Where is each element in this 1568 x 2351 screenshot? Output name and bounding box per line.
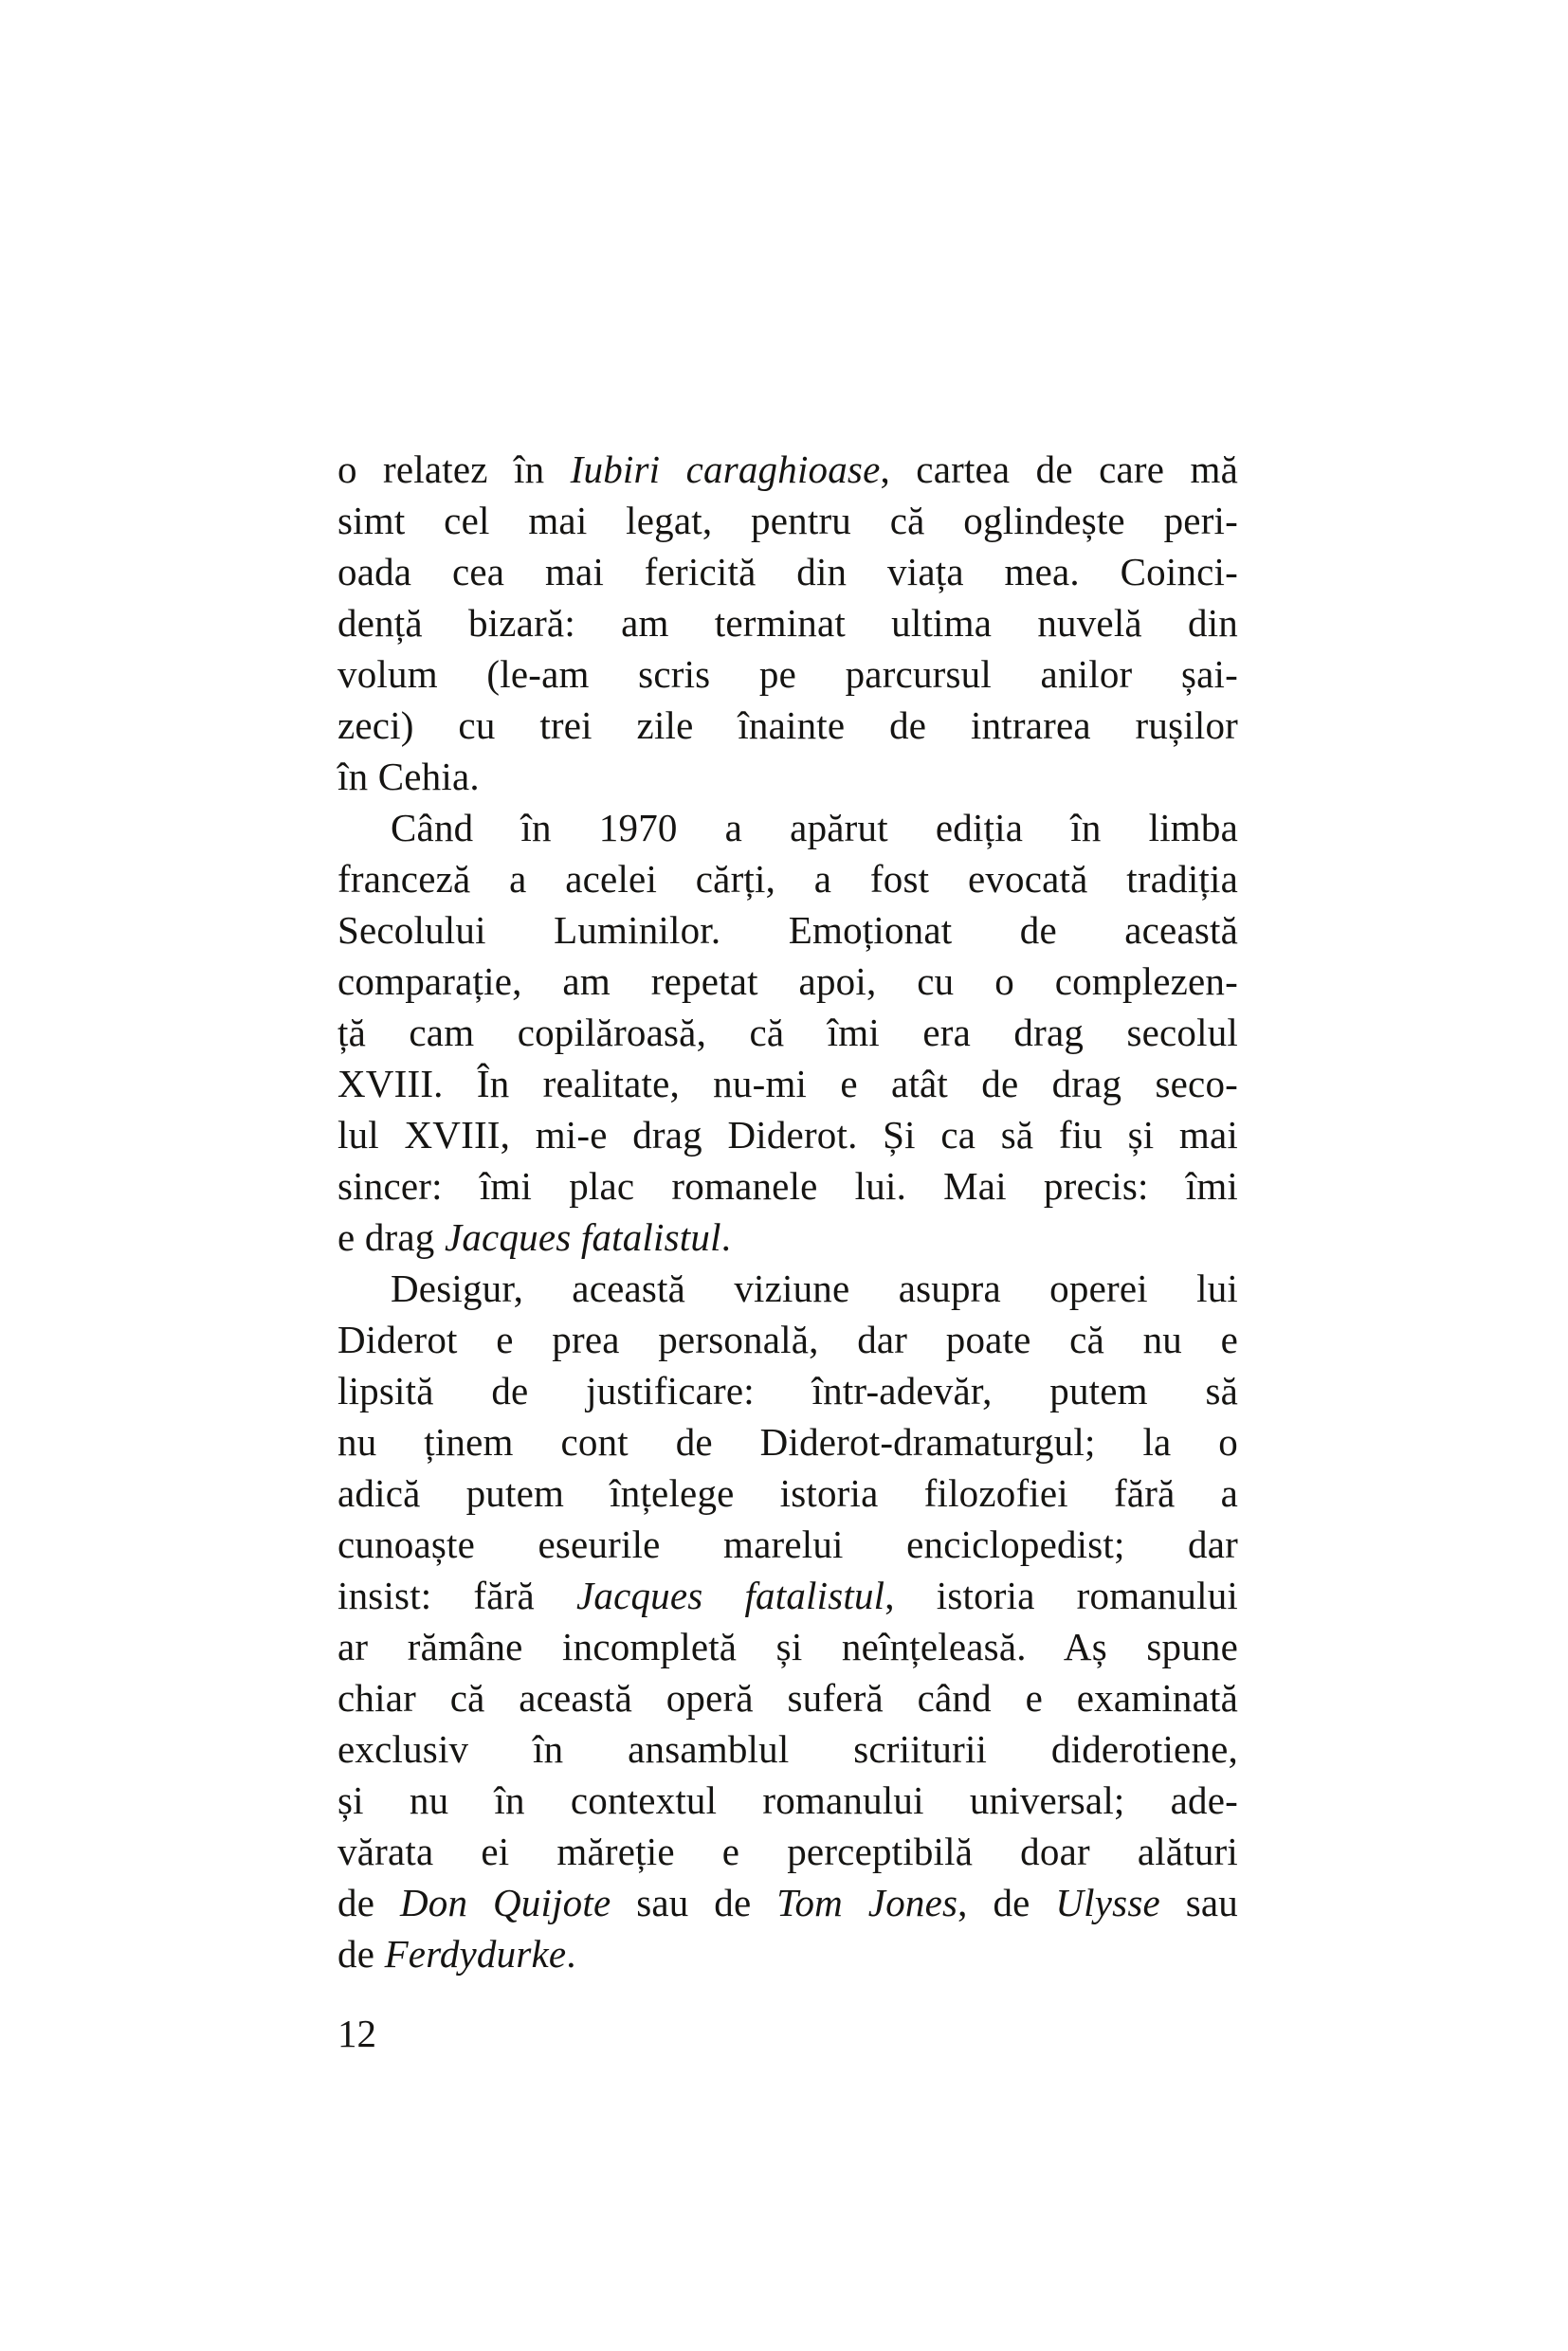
body-text: e drag xyxy=(337,1215,445,1259)
body-text: volum (le-am scris pe parcursul anilor șai- xyxy=(337,652,1238,696)
body-text: lul XVIII, mi-e drag Diderot. Și ca să fiu și mai xyxy=(337,1113,1238,1157)
body-text: chiar că această operă suferă când e examinată xyxy=(337,1676,1238,1720)
text-line xyxy=(337,1212,1238,1263)
text-line xyxy=(337,1109,1238,1160)
body-text: insist: fără xyxy=(337,1574,576,1617)
text-line xyxy=(337,956,1238,1007)
page-number: 12 xyxy=(337,2012,376,2055)
body-text: . xyxy=(566,1932,576,1976)
body-text: dență bizară: am terminat ultima nuvelă din xyxy=(337,601,1238,645)
body-text: zeci) cu trei zile înainte de intrarea rușilor xyxy=(337,703,1238,747)
body-text: o relatez în xyxy=(337,447,571,491)
text-line xyxy=(337,1007,1238,1058)
italic-title-text: Iubiri caraghioase xyxy=(570,447,881,491)
body-text: . xyxy=(720,1215,732,1259)
text-line xyxy=(337,853,1238,904)
body-text: lipsită de justificare: într-adevăr, putem să xyxy=(337,1369,1238,1412)
body-text: Desigur, această viziune asupra operei lui xyxy=(391,1267,1238,1310)
text-line xyxy=(337,1928,1238,1979)
body-text: , de xyxy=(957,1881,1056,1924)
text-line xyxy=(337,1723,1238,1775)
text-line xyxy=(337,1160,1238,1212)
text-line xyxy=(337,1416,1238,1467)
body-text: de xyxy=(337,1932,385,1976)
body-text: de xyxy=(337,1881,400,1924)
text-line xyxy=(337,904,1238,956)
page-text-block xyxy=(337,444,1238,1979)
text-line xyxy=(337,546,1238,597)
text-line xyxy=(337,751,1238,802)
text-line xyxy=(337,1672,1238,1723)
body-text: Când în 1970 a apărut ediția în limba xyxy=(391,806,1238,849)
body-text: XVIII. În realitate, nu-mi e atât de drag seco- xyxy=(337,1062,1238,1105)
text-line xyxy=(337,1570,1238,1621)
text-line xyxy=(337,1826,1238,1877)
text-line xyxy=(337,1314,1238,1365)
text-line xyxy=(337,802,1238,853)
text-line xyxy=(337,1058,1238,1109)
text-line xyxy=(337,700,1238,751)
italic-title-text: Don Quijote xyxy=(399,1881,611,1924)
body-text: franceză a acelei cărți, a fost evocată tradiția xyxy=(337,857,1238,901)
body-text: Secolului Luminilor. Emoționat de această xyxy=(337,908,1238,952)
body-text: sincer: îmi plac romanele lui. Mai precis: îmi xyxy=(337,1164,1238,1208)
text-line xyxy=(337,1365,1238,1416)
body-text: adică putem înțelege istoria filozofiei fără a xyxy=(337,1471,1238,1515)
text-line xyxy=(337,1775,1238,1826)
text-line xyxy=(337,1467,1238,1519)
text-line xyxy=(337,1519,1238,1570)
italic-title-text: Tom Jones xyxy=(776,1881,958,1924)
body-text: , istoria romanului xyxy=(884,1574,1238,1617)
body-text: ar rămâne incompletă și neînțeleasă. Aș spune xyxy=(337,1625,1238,1668)
italic-title-text: Jacques fatalistul xyxy=(444,1215,721,1259)
body-text: cunoaște eseurile marelui enciclopedist; dar xyxy=(337,1522,1238,1566)
body-text: sau xyxy=(1159,1881,1238,1924)
text-line xyxy=(337,597,1238,648)
body-text: exclusiv în ansamblul scriiturii diderotiene, xyxy=(337,1727,1238,1771)
body-text: ță cam copilăroasă, că îmi era drag secolul xyxy=(337,1011,1238,1054)
text-line xyxy=(337,648,1238,700)
italic-title-text: Ferdydurke xyxy=(384,1932,567,1976)
body-text: sau de xyxy=(611,1881,777,1924)
italic-title-text: Ulysse xyxy=(1055,1881,1160,1924)
body-text: vărata ei măreție e perceptibilă doar alături xyxy=(337,1830,1238,1873)
body-text: , cartea de care mă xyxy=(880,447,1238,491)
text-line xyxy=(337,1877,1238,1928)
body-text: nu ținem cont de Diderot-dramaturgul; la o xyxy=(337,1420,1238,1464)
text-line xyxy=(337,1263,1238,1314)
text-line xyxy=(337,1621,1238,1672)
body-text: comparație, am repetat apoi, cu o complezen- xyxy=(337,959,1238,1003)
body-text: în Cehia. xyxy=(337,755,480,798)
text-line xyxy=(337,444,1238,495)
body-text: și nu în contextul romanului universal; ade- xyxy=(337,1778,1238,1822)
body-text: Diderot e prea personală, dar poate că nu e xyxy=(337,1318,1238,1361)
body-text: simt cel mai legat, pentru că oglindește peri- xyxy=(337,499,1238,542)
text-line xyxy=(337,495,1238,546)
body-text: oada cea mai fericită din viața mea. Coinci- xyxy=(337,550,1238,593)
italic-title-text: Jacques fatalistul xyxy=(575,1574,885,1617)
